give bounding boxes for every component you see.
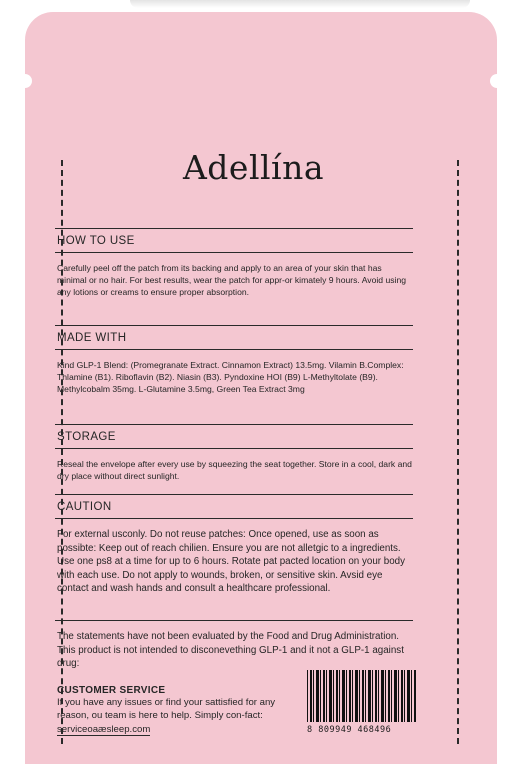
customer-service-heading: CUSTOMER SERVICE — [57, 684, 166, 696]
brand-logo: Adellína — [182, 148, 325, 187]
tear-notch-right — [490, 74, 504, 88]
made-with-section — [55, 325, 413, 395]
caution-text: For external usconly. Do not reuse patches: Once opened, use as soon as possibte: Keep out of reach chilien. Ensure you are not alletgic to a ingredients. Use one ps8 at a time for up to 6 hours. Rotate pat pacted location on your body with each use. Do not apply to wounds, broken, or sensitive skin. Avsid eye contact and wash hands and consult a healthcare professional. — [57, 529, 406, 594]
how-to-use-text: Carefully peel off the patch from its backing and apply to an area of your skin that has minimal or no hair. For best results, wear the patch for appr-or kimately 9 hours. Avoid using any lotions or creams to ensure proper absorption. — [57, 263, 407, 297]
how-to-use-heading: HOW TO USE — [55, 228, 413, 253]
how-to-use-section — [55, 228, 413, 298]
caution-section — [55, 494, 413, 596]
customer-service-body: If you have any issues or find your sattisfied for any reason, ou team is here to help. Simply con-fact: — [57, 696, 276, 721]
tear-line-right — [457, 160, 459, 744]
caution-heading: CAUTION — [55, 494, 413, 519]
storage-text: Reseal the envelope after every use by squeezing the seat together. Store in a cool, dark and dry place without direct sunlight. — [57, 459, 412, 481]
storage-heading: STORAGE — [55, 424, 413, 449]
made-with-text: Kind GLP-1 Blend: (Promegranate Extract. Cinnamon Extract) 13.5mg. Vilamin B.Complex: Thlamine (B1). Riboflavin (B2). Niasin (B3). Pyndoxine HOI (B9) L-Methyltolate (B9). Methylcobalm 35mg. L-Glutamine 3.5mg, Green Tea Extract 3mg — [57, 360, 404, 394]
made-with-heading: MADE WITH — [55, 325, 413, 350]
barcode-number: 8 809949 468496 — [307, 725, 392, 735]
fda-disclaimer: The statements have not been evaluated by the Food and Drug Administration. This product is not intended to disconevething GLP-1 and it not a GLP-1 against drug: — [57, 631, 404, 669]
storage-section — [55, 424, 413, 482]
top-shadow — [130, 0, 470, 8]
barcode-bars — [307, 670, 417, 722]
barcode — [307, 670, 417, 735]
customer-service-email[interactable]: serviceoaæsleep.com — [57, 723, 151, 735]
tear-notch-left — [18, 74, 32, 88]
customer-service-text — [55, 696, 287, 737]
